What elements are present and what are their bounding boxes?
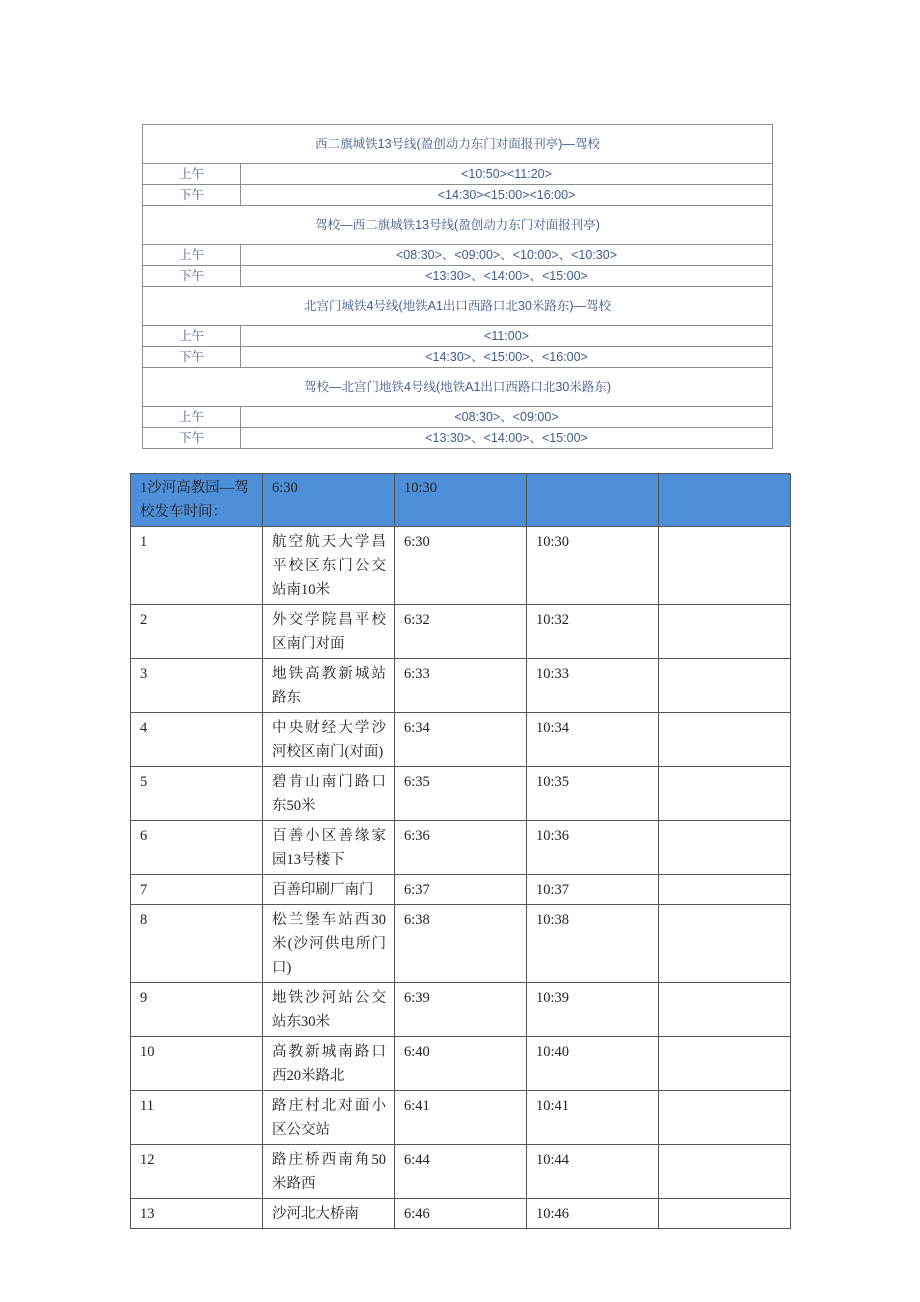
first-departure: 6:35 bbox=[395, 767, 527, 821]
second-departure: 10:33 bbox=[527, 659, 659, 713]
stop-number: 1 bbox=[131, 527, 263, 605]
second-departure: 10:38 bbox=[527, 905, 659, 983]
extra-cell bbox=[659, 905, 791, 983]
stop-number: 2 bbox=[131, 605, 263, 659]
stop-row bbox=[131, 1091, 791, 1145]
stop-name: 碧肯山南门路口东50米 bbox=[263, 767, 395, 821]
second-departure: 10:35 bbox=[527, 767, 659, 821]
stop-number: 4 bbox=[131, 713, 263, 767]
stop-number: 10 bbox=[131, 1037, 263, 1091]
stop-number: 5 bbox=[131, 767, 263, 821]
header-time-cell: 6:30 bbox=[263, 474, 395, 527]
route-time-row bbox=[143, 266, 773, 287]
schedule-title-cell: 1沙河高教园—驾校发车时间： bbox=[131, 474, 263, 527]
stop-name: 外交学院昌平校区南门对面 bbox=[263, 605, 395, 659]
stop-number: 3 bbox=[131, 659, 263, 713]
stop-row bbox=[131, 713, 791, 767]
stop-name: 航空航天大学昌平校区东门公交站南10米 bbox=[263, 527, 395, 605]
route-title: 驾校—西二旗城铁13号线(盈创动力东门对面报刊亭) bbox=[143, 206, 773, 245]
header-time-cell bbox=[527, 474, 659, 527]
stop-name: 路庄村北对面小区公交站 bbox=[263, 1091, 395, 1145]
departure-times: <11:00> bbox=[241, 326, 773, 347]
stop-row bbox=[131, 659, 791, 713]
stop-number: 8 bbox=[131, 905, 263, 983]
stop-name: 地铁高教新城站路东 bbox=[263, 659, 395, 713]
stop-name: 沙河北大桥南 bbox=[263, 1199, 395, 1229]
route-title-row bbox=[143, 287, 773, 326]
second-departure: 10:30 bbox=[527, 527, 659, 605]
departure-times: <14:30><15:00><16:00> bbox=[241, 185, 773, 206]
stop-number: 12 bbox=[131, 1145, 263, 1199]
stop-row bbox=[131, 767, 791, 821]
route-time-row bbox=[143, 185, 773, 206]
route-title: 驾校—北宫门地铁4号线(地铁A1出口西路口北30米路东) bbox=[143, 368, 773, 407]
extra-cell bbox=[659, 875, 791, 905]
stop-row bbox=[131, 983, 791, 1037]
stop-row bbox=[131, 1199, 791, 1229]
stop-number: 13 bbox=[131, 1199, 263, 1229]
route-time-row bbox=[143, 347, 773, 368]
period-label: 下午 bbox=[143, 185, 241, 206]
second-departure: 10:46 bbox=[527, 1199, 659, 1229]
stop-name: 百善小区善缘家园13号楼下 bbox=[263, 821, 395, 875]
route-time-row bbox=[143, 407, 773, 428]
route-title-row bbox=[143, 125, 773, 164]
period-label: 下午 bbox=[143, 428, 241, 449]
stop-row bbox=[131, 605, 791, 659]
second-departure: 10:36 bbox=[527, 821, 659, 875]
stop-name: 松兰堡车站西30米(沙河供电所门口) bbox=[263, 905, 395, 983]
first-departure: 6:33 bbox=[395, 659, 527, 713]
first-departure: 6:30 bbox=[395, 527, 527, 605]
route-title-row bbox=[143, 206, 773, 245]
period-label: 下午 bbox=[143, 266, 241, 287]
first-departure: 6:36 bbox=[395, 821, 527, 875]
stop-number: 11 bbox=[131, 1091, 263, 1145]
second-departure: 10:39 bbox=[527, 983, 659, 1037]
departure-times: <13:30>、<14:00>、<15:00> bbox=[241, 266, 773, 287]
first-departure: 6:32 bbox=[395, 605, 527, 659]
departure-times: <13:30>、<14:00>、<15:00> bbox=[241, 428, 773, 449]
shuttle-route-table bbox=[142, 124, 773, 449]
first-departure: 6:44 bbox=[395, 1145, 527, 1199]
stop-name: 高教新城南路口西20米路北 bbox=[263, 1037, 395, 1091]
route-title: 北宫门城铁4号线(地铁A1出口西路口北30米路东)—驾校 bbox=[143, 287, 773, 326]
departure-times: <14:30>、<15:00>、<16:00> bbox=[241, 347, 773, 368]
period-label: 上午 bbox=[143, 326, 241, 347]
period-label: 下午 bbox=[143, 347, 241, 368]
stop-row bbox=[131, 1145, 791, 1199]
first-departure: 6:37 bbox=[395, 875, 527, 905]
route-time-row bbox=[143, 164, 773, 185]
second-departure: 10:44 bbox=[527, 1145, 659, 1199]
first-departure: 6:41 bbox=[395, 1091, 527, 1145]
stop-row bbox=[131, 527, 791, 605]
route-time-row bbox=[143, 326, 773, 347]
stop-schedule-table bbox=[130, 473, 791, 1229]
route-time-row bbox=[143, 428, 773, 449]
stop-name: 中央财经大学沙河校区南门(对面) bbox=[263, 713, 395, 767]
stop-row bbox=[131, 905, 791, 983]
first-departure: 6:34 bbox=[395, 713, 527, 767]
extra-cell bbox=[659, 1145, 791, 1199]
first-departure: 6:38 bbox=[395, 905, 527, 983]
period-label: 上午 bbox=[143, 407, 241, 428]
stop-name: 百善印刷厂南门 bbox=[263, 875, 395, 905]
extra-cell bbox=[659, 1199, 791, 1229]
schedule-header-row bbox=[131, 474, 791, 527]
header-time-cell bbox=[659, 474, 791, 527]
extra-cell bbox=[659, 821, 791, 875]
header-time-cell: 10:30 bbox=[395, 474, 527, 527]
second-departure: 10:40 bbox=[527, 1037, 659, 1091]
extra-cell bbox=[659, 1037, 791, 1091]
route-title: 西二旗城铁13号线(盈创动力东门对面报刊亭)—驾校 bbox=[143, 125, 773, 164]
first-departure: 6:46 bbox=[395, 1199, 527, 1229]
second-departure: 10:34 bbox=[527, 713, 659, 767]
second-departure: 10:37 bbox=[527, 875, 659, 905]
period-label: 上午 bbox=[143, 164, 241, 185]
stop-row bbox=[131, 875, 791, 905]
stop-row bbox=[131, 1037, 791, 1091]
second-departure: 10:41 bbox=[527, 1091, 659, 1145]
extra-cell bbox=[659, 713, 791, 767]
extra-cell bbox=[659, 527, 791, 605]
extra-cell bbox=[659, 1091, 791, 1145]
extra-cell bbox=[659, 983, 791, 1037]
route-title-row bbox=[143, 368, 773, 407]
stop-row bbox=[131, 821, 791, 875]
stop-number: 9 bbox=[131, 983, 263, 1037]
stop-number: 7 bbox=[131, 875, 263, 905]
second-departure: 10:32 bbox=[527, 605, 659, 659]
departure-times: <10:50><11:20> bbox=[241, 164, 773, 185]
departure-times: <08:30>、<09:00> bbox=[241, 407, 773, 428]
route-time-row bbox=[143, 245, 773, 266]
period-label: 上午 bbox=[143, 245, 241, 266]
extra-cell bbox=[659, 767, 791, 821]
first-departure: 6:39 bbox=[395, 983, 527, 1037]
extra-cell bbox=[659, 605, 791, 659]
stop-name: 路庄桥西南角50米路西 bbox=[263, 1145, 395, 1199]
stop-name: 地铁沙河站公交站东30米 bbox=[263, 983, 395, 1037]
stop-number: 6 bbox=[131, 821, 263, 875]
first-departure: 6:40 bbox=[395, 1037, 527, 1091]
departure-times: <08:30>、<09:00>、<10:00>、<10:30> bbox=[241, 245, 773, 266]
extra-cell bbox=[659, 659, 791, 713]
